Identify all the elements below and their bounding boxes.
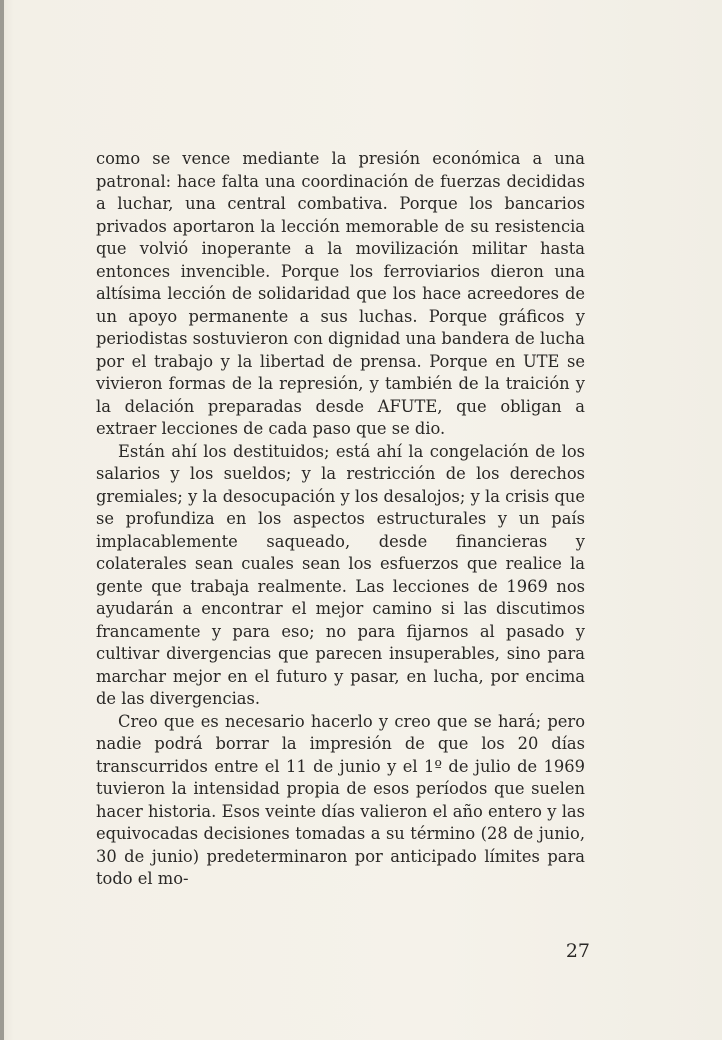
paragraph-1: como se vence mediante la presión económica a una patronal: hace falta una coordinación de fuerzas decididas a luchar, una central combativa. Porque los bancarios privados aportaron la lección memorable de su resistencia que volvió inoperante a la movilización militar hasta entonces invencible. Porque los ferroviarios dieron una altísima lección de solidaridad que los hace acreedores de un apoyo permanente a sus luchas. Porque gráficos y periodistas sostuvieron con dignidad una bandera de lucha por el trabajo y la libertad de prensa. Porque en UTE se vivieron formas de la represión, y también de la traición y la delación preparadas desde AFUTE, que obligan a extraer lecciones de cada paso que se dio. bbox=[96, 149, 585, 438]
body-text bbox=[96, 148, 585, 891]
paragraph-3: Creo que es necesario hacerlo y creo que se hará; pero nadie podrá borrar la impresión de que los 20 días transcurridos entre el 11 de junio y el 1º de julio de 1969 tuvieron la intensidad propia de esos períodos que suelen hacer historia. Esos veinte días valieron el año entero y las equivocadas decisiones tomadas a su término (28 de junio, 30 de junio) predeterminaron por anticipado límites para todo el mo- bbox=[96, 711, 585, 888]
paragraph-2: Están ahí los destituidos; está ahí la congelación de los salarios y los sueldos; y la restricción de los derechos gremiales; y la desocupación y los desalojos; y la crisis que se profundiza en los aspectos estructurales y un país implacablemente saqueado, desde financieras y colaterales sean cuales sean los esfuerzos que realice la gente que trabaja realmente. Las lecciones de 1969 nos ayudarán a encontrar el mejor camino si las discutimos francamente y para eso; no para fijarnos al pasado y cultivar divergencias que parecen insuperables, sino para marchar mejor en el futuro y pasar, en lucha, por encima de las divergencias. bbox=[96, 441, 585, 708]
page-binding-edge bbox=[0, 0, 4, 1040]
page-number: 27 bbox=[565, 940, 590, 962]
